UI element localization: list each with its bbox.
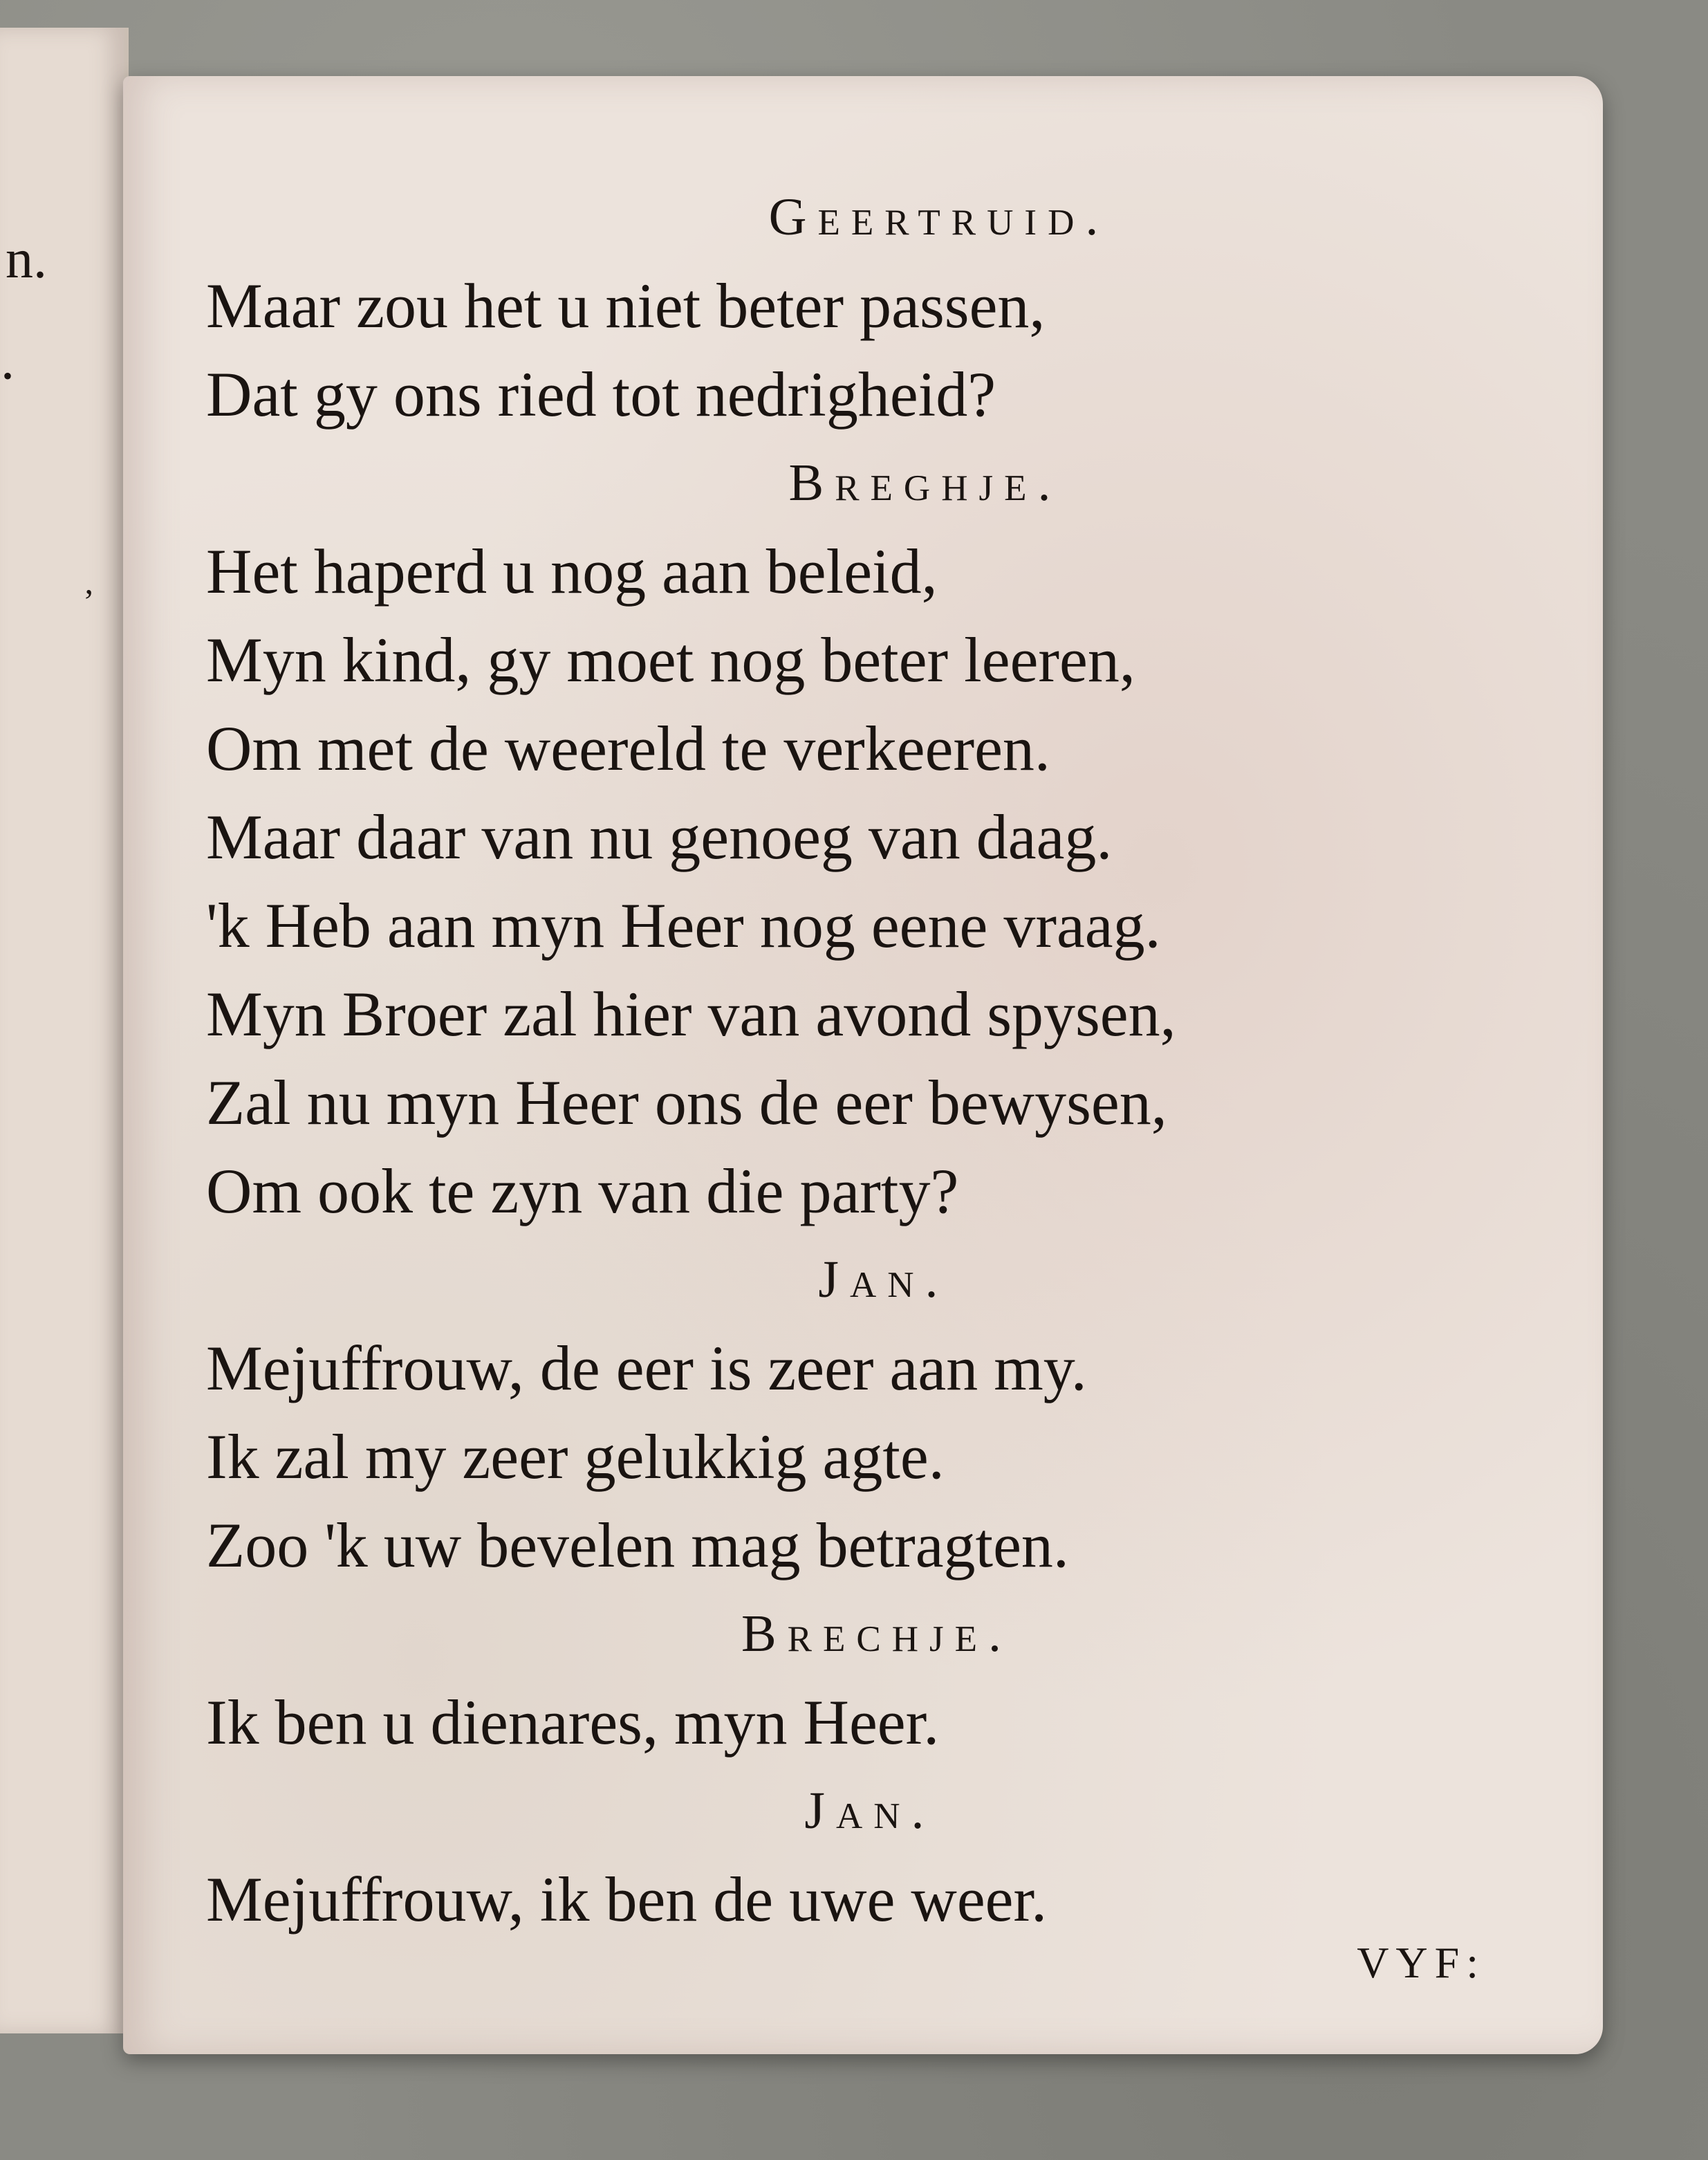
left-page [0,28,129,2033]
speaker-heading: Breghje. [788,454,1062,512]
verse-line: Om met de weereld te verkeeren. [206,713,1050,784]
verse-line: 'k Heb aan myn Heer nog eene vraag. [206,890,1161,961]
verse-line: Ik ben u dienares, myn Heer. [206,1687,940,1757]
left-page-fragment: ʼ [83,582,95,620]
verse-line: Ik zal my zeer gelukkig agte. [206,1421,945,1492]
speaker-heading: Geertruid. [768,188,1110,246]
verse-line: Dat gy ons ried tot nedrigheid? [206,359,996,430]
verse-line: Maar zou het u niet beter passen, [206,270,1046,341]
speaker-heading: Jan. [804,1782,936,1840]
verse-line: Mejuffrouw, ik ben de uwe weer. [206,1864,1048,1935]
play-text [206,173,1520,1944]
verse-line: Myn kind, gy moet nog beter leeren, [206,625,1135,695]
catchword: VYF: [1357,1938,1485,1987]
left-page-fragment: n. [6,229,47,290]
verse-line: Mejuffrouw, de eer is zeer aan my. [206,1333,1087,1403]
verse-line: Zoo 'k uw bevelen mag betragten. [206,1510,1069,1580]
verse-line: Het haperd u nog aan beleid, [206,536,938,607]
left-page-fragment: • [3,360,13,391]
verse-line: Om ook te zyn van die party? [206,1156,959,1226]
book-page [123,76,1603,2054]
verse-line: Zal nu myn Heer ons de eer bewysen, [206,1067,1167,1138]
verse-line: Maar daar van nu genoeg van daag. [206,802,1113,872]
verse-line: Myn Broer zal hier van avond spysen, [206,979,1176,1049]
speaker-heading: Jan. [818,1250,949,1309]
speaker-heading: Brechje. [741,1605,1013,1663]
